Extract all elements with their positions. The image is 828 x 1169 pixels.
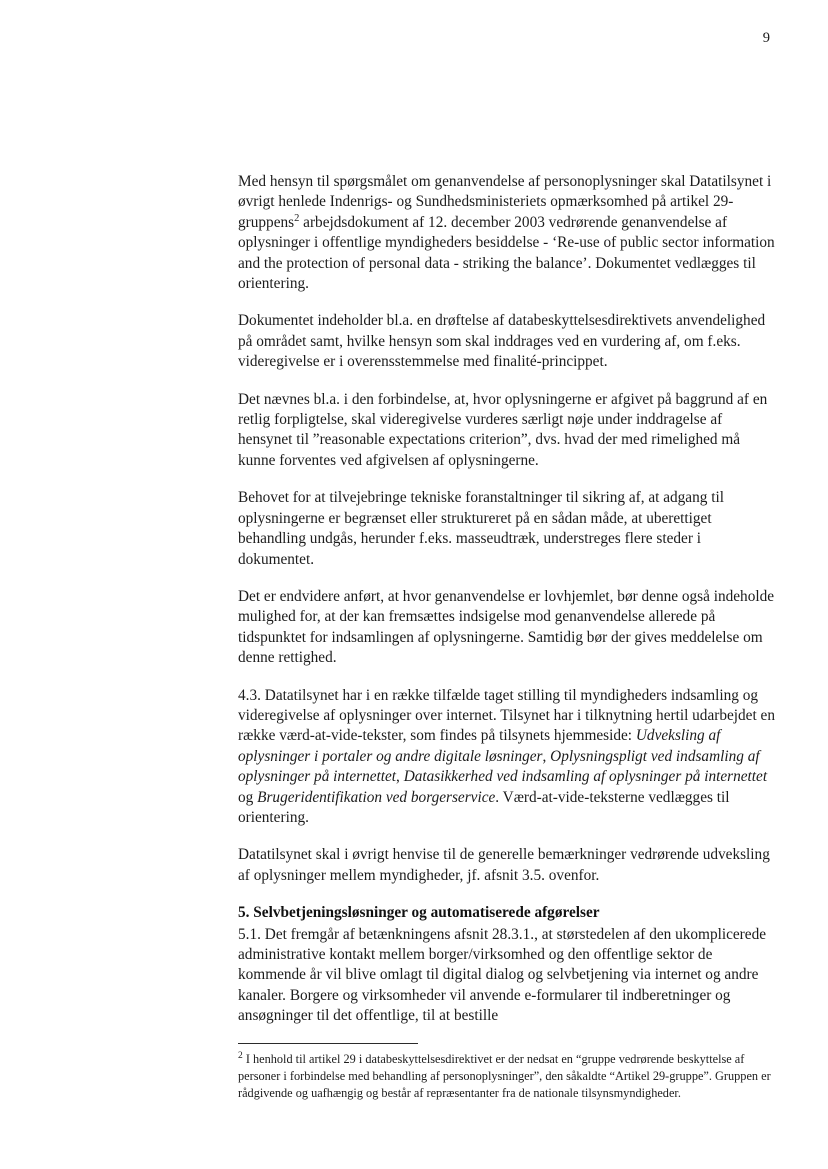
paragraph-behovet: Behovet for at tilvejebringe tekniske foranstaltninger til sikring af, at adgang til oplysningerne er begrænset eller struktureret på en sådan måde, at uberettiget behandling undgås, herunder f.eks. masseudtræk, understreges flere steder i dokumentet. [238,489,724,568]
paragraph-genanvendelse [238,172,780,294]
paragraph-henvise: Datatilsynet skal i øvrigt henvise til de generelle bemærkninger vedrørende udveksling af oplysninger mellem myndigheder, jf. afsnit 3.5. ovenfor. [238,846,770,884]
footnote-separator-rule [238,1043,418,1044]
footnote-body-text: I henhold til artikel 29 i databeskyttelsesdirektivet er der nedsat en “gruppe vedrørende beskyttelse af personer i forbindelse med behandling af personoplysninger”, den såkaldte “Artikel 29-gruppe”. Gruppen er rådgivende og uafhængig og består af repræsentanter fra de nationale tilsynsmyndigheder. [238,1052,771,1100]
title-brugeridentifikation: Brugeridentifikation ved borgerservice [257,788,496,806]
title-datasikkerhed: Datasikkerhed ved indsamling af oplysninger på internettet [403,768,768,786]
footnote-marker: 2 [238,1050,243,1061]
document-body [238,172,780,1027]
page-number: 9 [762,30,770,46]
paragraph-section-5-1: 5.1. Det fremgår af betænkningens afsnit 28.3.1., at størstedelen af den ukomplicerede administrative kontakt mellem borger/virksomhed og den offentlige sektor de kommende år vil blive omlagt til digital dialog og selvbetjening via internet og andre kanaler. Borgere og virksomheder vil anvende e-formularer til indberetninger og ansøgninger til det offentlige, til at bestille [238,925,767,1025]
separator-2: , [396,768,404,786]
title-oplysningspligt: Oplysningspligt ved indsamling af oplysninger på internettet [238,747,760,786]
paragraph-4-3-part1: 4.3. Datatilsynet har i en række tilfælde taget stilling til myndigheders indsamling og videregivelse af oplysninger over internet. Tilsynet har i tilknytning hertil udarbejdet en række værd-at-vide-tekster, som findes på tilsynets hjemmeside: [238,686,775,745]
separator-3: og [238,788,258,806]
paragraph-text-after-footnote: arbejdsdokument af 12. december 2003 vedrørende genanvendelse af oplysninger i offentlige myndigheders besiddelse - ‘Re-use of public sector information and the protection of personal data - striking the balance’. Dokumentet vedlægges til orientering. [238,213,775,293]
paragraph-dokumentet-indeholder: Dokumentet indeholder bl.a. en drøftelse af databeskyttelsesdirektivets anvendelighed på området samt, hvilke hensyn som skal inddrages ved en vurdering af, om f.eks. videregivelse er i overensstemmelse med finalité-princippet. [238,312,766,371]
separator-1: , [542,747,551,765]
title-udveksling-af-oplysninger: Udveksling af oplysninger i portaler og andre digitale løsninger [238,727,721,765]
paragraph-text-before-footnote: Med hensyn til spørgsmålet om genanvendelse af personoplysninger skal Datatilsynet i øvrigt henlede Indenrigs- og Sundhedsministeriets opmærksomhed på artikel 29-gruppens [238,173,772,231]
paragraph-4-3-end: . Værd-at-vide-teksterne vedlægges til orientering. [238,788,730,826]
footnote-reference-marker: 2 [294,212,300,224]
paragraph-section-4-3 [238,686,780,829]
paragraph-det-naevnes: Det nævnes bl.a. i den forbindelse, at, hvor oplysningerne er afgivet på baggrund af en retlig forpligtelse, skal videregivelse vurderes særligt nøje under inddragelse af hensynet til ”reasonable expectations criterion”, dvs. hvad der med rimelighed må kunne forventes ved afgivelsen af oplysningerne. [238,390,768,469]
section-heading-5: 5. Selvbetjeningsløsninger og automatiserede afgørelser [238,904,600,922]
paragraph-endvidere: Det er endvidere anført, at hvor genanvendelse er lovhjemlet, bør denne også indeholde mulighed for, at der kan fremsættes indsigelse mod genanvendelse allerede på tidspunktet for indsamlingen af oplysningerne. Samtidig bør der gives meddelelse om denne rettighed. [238,587,775,667]
footnote-area [238,1043,780,1102]
footnote-2 [238,1051,780,1102]
